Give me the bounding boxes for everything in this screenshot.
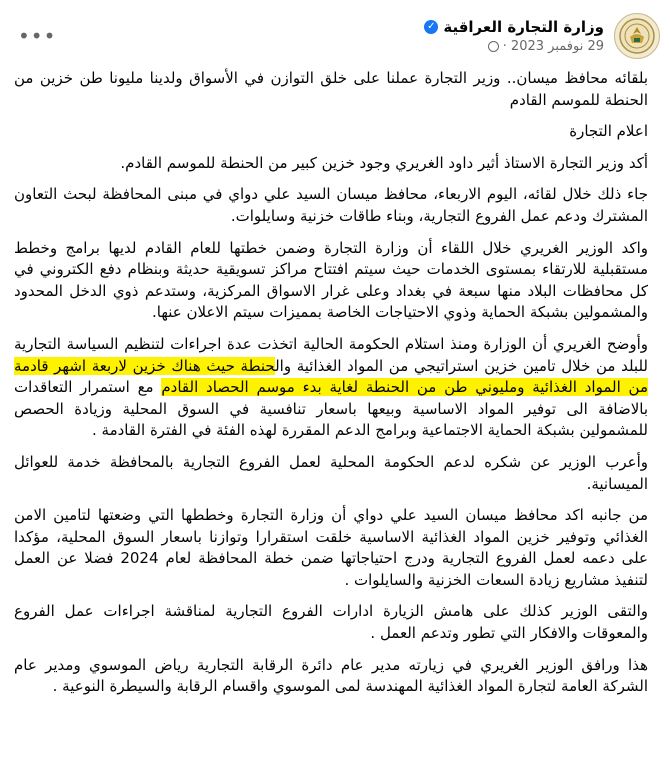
globe-icon <box>488 41 499 52</box>
post-paragraph: أكد وزير التجارة الاستاذ أثير داود الغريري وجود خزين كبير من الحنطة للموسم القادم. <box>120 153 648 172</box>
post-paragraph: من جانبه اكد محافظ ميسان السيد علي دواي أن وزارة التجارة وخططها التي وضعتها لتامين الامن الغذائي وتوفير خزين المواد الغذائية الاساسية خلقت استقرارا وتوازنا باسعار السوق المحلية، مؤكدا على دعمه لعمل الفروع التجارية ودرج احتياجاتها ضمن خطة المحافظة لعام 2024 فضلا عن العمل لتنفيذ مشاريع زيادة السعات الخزنية والسايلوات . <box>14 506 648 589</box>
verified-badge-icon: ✓ <box>424 20 438 34</box>
post-paragraph: بلقائه محافظ ميسان.. وزير التجارة عملنا على خلق التوازن في الأسواق ولدينا مليونا طن خزين من الحنطة للموسم القادم <box>14 69 648 109</box>
post-paragraph: اعلام التجارة <box>569 122 648 141</box>
page-name-row <box>424 18 604 36</box>
post-paragraph: جاء ذلك خلال لقائه، اليوم الاربعاء، محافظ ميسان السيد علي دواي في مبنى المحافظة لبحث التعاون المشترك ودعم عمل الفروع التجارية، وبناء طاقات خزنية وسايلوات. <box>14 185 648 225</box>
page-avatar[interactable] <box>614 13 660 59</box>
post-paragraph: والتقى الوزير كذلك على هامش الزيارة ادارات الفروع التجارية لمناقشة اجراءات عمل الفروع والمعوقات والافكار التي تطور وتدعم العمل . <box>14 602 648 643</box>
post-paragraph-highlighted <box>14 334 648 442</box>
ministry-seal-icon <box>618 17 656 55</box>
post-paragraph: وأعرب الوزير عن شكره لدعم الحكومة المحلية لعمل الفروع التجارية بالمحافظة خدمة للعوائل الميسانية. <box>14 452 648 493</box>
post-body <box>14 68 648 708</box>
post-date[interactable]: 29 نوفمبر 2023 <box>510 39 604 54</box>
meta-separator: · <box>502 39 507 54</box>
page-name[interactable]: وزارة التجارة العراقية <box>443 18 604 36</box>
post-paragraph: هذا ورافق الوزير الغريري في زيارته مدير عام دائرة الرقابة التجارية رياض الموسوي ومدير عام الشركة العامة لتجارة المواد الغذائية المهندسة لمى الموسوي واقسام الرقابة والسيطرة النوعية . <box>14 655 648 696</box>
post-meta <box>424 39 604 54</box>
more-options-icon[interactable]: ••• <box>18 24 57 48</box>
paragraph-text: مع استمرار التعاقدات بالاضافة الى توفير المواد الاساسية وبيعها باسعار تنافسية في السوق المحلية وزيادة الحصص للمشمولين بشبكة الحماية الاجتماعية وبرامج الدعم المقررة لهذه الفئة في الفترة القادمة . <box>14 378 648 440</box>
post-header <box>10 10 660 62</box>
highlighted-text: حنطة حيث هناك خزين لاربعة اشهر قادمة من المواد الغذائية ومليوني طن من الحنطة لغاية بدء موسم الحصاد القادم <box>14 356 648 397</box>
paragraph-text: وأوضح الغريري أن الوزارة ومنذ استلام الحكومة الحالية اتخذت عدة اجراءات لتنظيم السياسة التجارية للبلد من خلال تامين خزين استراتيجي من المواد الغذائية وال <box>14 334 648 375</box>
post-paragraph: واكد الوزير الغريري خلال اللقاء أن وزارة التجارة وضمن خطتها للعام القادم لديها برامج وخطط مستقبلية للارتقاء بمستوى الخدمات حيث سيتم افتتاح مراكز تسويقية حديثة وبنظام دفع الكتروني في كل محافظات البلاد منها سبعة في بغداد وعلى غرار الاسواق المركزية، وستدعم ذوي الدخل المحدود والمشمولين بشبكة الحماية وذوي الاحتياجات الخاصة بمميزات سيتم الاعلان عنها. <box>14 238 648 322</box>
